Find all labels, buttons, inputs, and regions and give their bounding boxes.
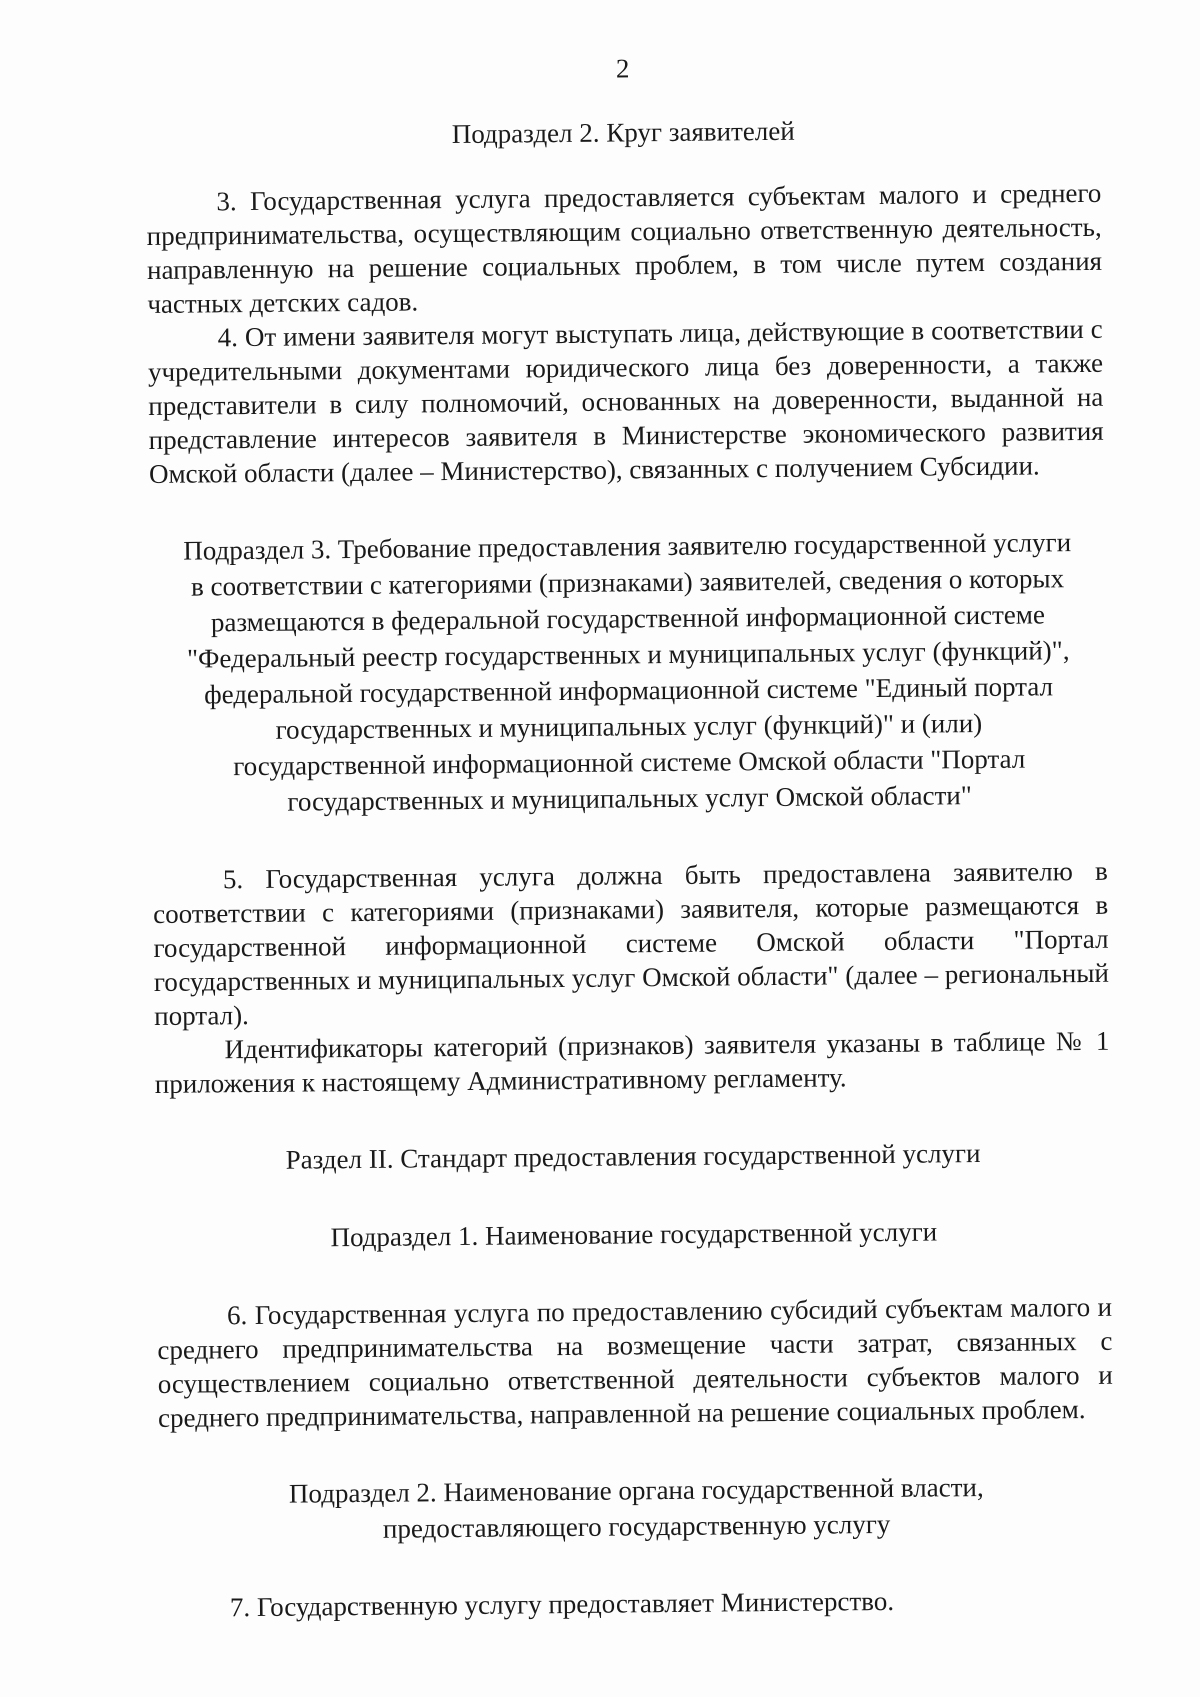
heading-line: "Федеральный реестр государственных и муниципальных услуг (функций)",	[186, 635, 1070, 674]
paragraph-3: 3. Государственная услуга предоставляется субъектам малого и среднего предпринимательства, осуществляющим социально ответственную деятельность, направленную на решение социальных проблем, в том числе путем создания частных детских садов.	[146, 177, 1103, 319]
heading-line: государственной информационной системе Омской области "Портал	[233, 743, 1026, 782]
heading-service-name: Подраздел 1. Наименование государственной услуги	[330, 1216, 938, 1253]
heading-line: государственных и муниципальных услуг (функций)" и (или)	[275, 707, 983, 745]
paragraph-5-identifiers: Идентификаторы категорий (признаков) заявителя указаны в таблице № 1 приложения к настоящему Административному регламенту.	[154, 1025, 1110, 1099]
heading-line: предоставляющего государственную услугу	[382, 1508, 891, 1544]
heading-authority	[159, 1468, 1115, 1549]
page-number: 2	[615, 53, 630, 84]
paragraph-5: 5. Государственная услуга должна быть предоставлена заявителю в соответствии с категориями (признаками) заявителя, которые размещаются в государственной информационной системе Омской области "Портал государственных и муниципальных услуг Омской области" (далее – региональный портал).	[153, 855, 1109, 1031]
paragraph-7: 7. Государственную услугу предоставляет Министерство.	[229, 1585, 895, 1623]
heading-line: размещаются в федеральной государственной информационной системе	[210, 599, 1046, 638]
document-body	[145, 49, 1115, 1625]
heading-line: федеральной государственной информационной системе "Единый портал	[203, 671, 1054, 710]
heading-line: Подраздел 2. Наименование органа государственной власти,	[288, 1472, 984, 1509]
heading-applicants: Подраздел 2. Круг заявителей	[451, 115, 795, 150]
heading-requirements	[150, 524, 1108, 821]
heading-line: государственных и муниципальных услуг Омской области"	[287, 780, 972, 817]
paragraph-4: 4. От имени заявителя могут выступать лица, действующие в соответствии с учредительными документами юридического лица без доверенности, а также представители в силу полномочий, основанных на доверенности, выданной на представление интересов заявителя в Министерстве экономического развития Омской области (далее – Министерство), связанных с получением Субсидии.	[147, 313, 1104, 489]
heading-section-2: Раздел II. Стандарт предоставления государственной услуги	[285, 1138, 981, 1175]
paragraph-6: 6. Государственная услуга по предоставлению субсидий субъектам малого и среднего предпринимательства на возмещение части затрат, связанных с осуществлением социально ответственной деятельности субъектов малого и среднего предпринимательства, направленной на решение социальных проблем.	[157, 1291, 1113, 1433]
heading-line: в соответствии с категориями (признаками) заявителей, сведения о которых	[190, 563, 1065, 602]
heading-line: Подраздел 3. Требование предоставления заявителю государственной услуги	[183, 527, 1072, 566]
